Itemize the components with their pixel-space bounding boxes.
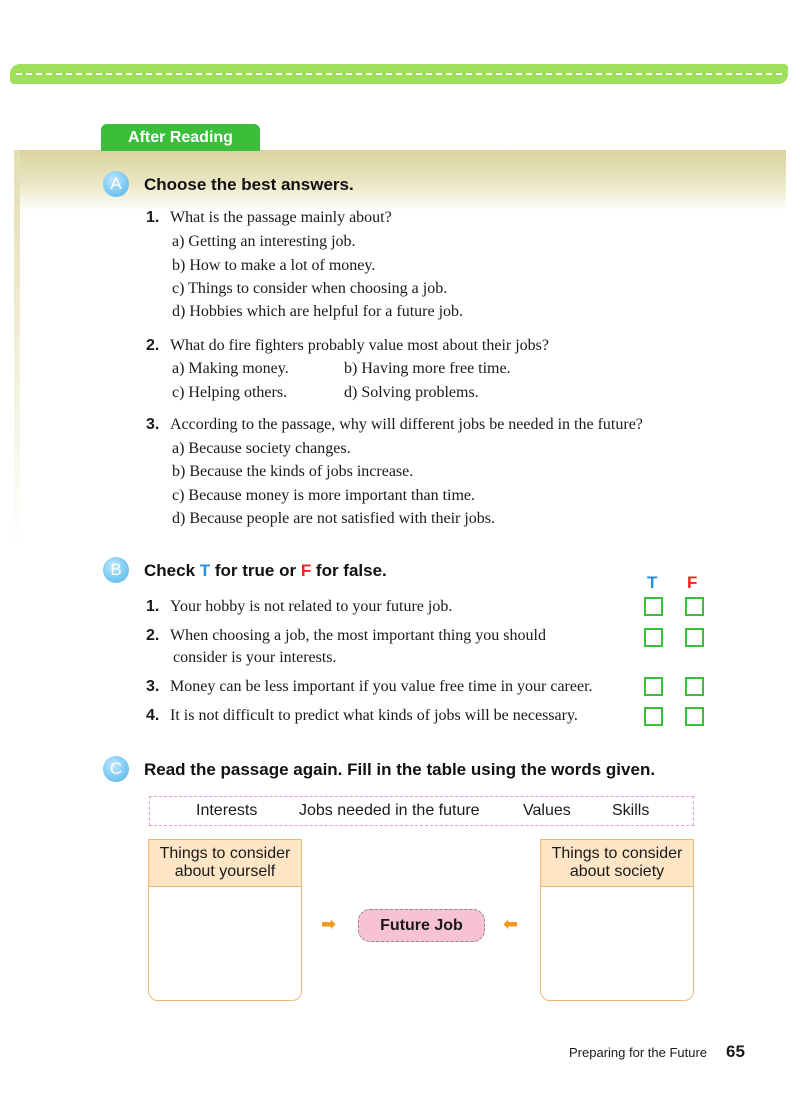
yourself-column-header: Things to consider about yourself bbox=[149, 840, 301, 887]
society-column-header: Things to consider about society bbox=[541, 840, 693, 887]
question-text: According to the passage, why will different jobs be needed in the future? bbox=[170, 416, 643, 433]
section-b-heading: Check T for true or F for false. bbox=[144, 561, 387, 580]
section-c-heading: Read the passage again. Fill in the table using the words given. bbox=[144, 760, 656, 779]
question-3 bbox=[146, 415, 643, 435]
statement-number: 2. bbox=[146, 627, 160, 644]
statement-number: 1. bbox=[146, 598, 160, 615]
arrow-right-icon: ➡ bbox=[321, 914, 337, 935]
statement-text: Your hobby is not related to your future job. bbox=[170, 598, 453, 615]
footer-unit-title: Preparing for the Future bbox=[569, 1045, 708, 1060]
page-number: 65 bbox=[726, 1042, 745, 1061]
statement-1-false-checkbox[interactable] bbox=[685, 597, 704, 616]
statement-2-true-checkbox[interactable] bbox=[644, 628, 663, 647]
statement-2-continued: consider is your interests. bbox=[173, 649, 337, 666]
false-column-header: F bbox=[687, 573, 698, 592]
word-bank bbox=[149, 796, 694, 826]
section-a-heading: Choose the best answers. bbox=[144, 175, 354, 194]
future-job-label: Future Job bbox=[358, 909, 485, 942]
question-number: 1. bbox=[146, 209, 160, 226]
arrow-left-icon: ⬅ bbox=[503, 914, 519, 935]
statement-number: 4. bbox=[146, 707, 160, 724]
section-tab-after-reading: After Reading bbox=[101, 124, 260, 151]
yourself-answer-area[interactable] bbox=[149, 887, 301, 997]
q2-option-a[interactable]: a) Making money. bbox=[172, 360, 289, 377]
statement-3-false-checkbox[interactable] bbox=[685, 677, 704, 696]
q1-option-c[interactable]: c) Things to consider when choosing a job. bbox=[172, 280, 448, 297]
top-decorative-band bbox=[10, 64, 788, 84]
section-b-icon: B bbox=[103, 557, 129, 583]
section-a-icon: A bbox=[103, 171, 129, 197]
statement-3 bbox=[146, 677, 593, 697]
q1-option-b[interactable]: b) How to make a lot of money. bbox=[172, 257, 376, 274]
question-number: 2. bbox=[146, 337, 160, 354]
society-answer-area[interactable] bbox=[541, 887, 693, 997]
question-text: What is the passage mainly about? bbox=[170, 209, 392, 226]
statement-text: When choosing a job, the most important thing you should bbox=[170, 627, 546, 644]
q2-option-c[interactable]: c) Helping others. bbox=[172, 384, 288, 401]
word-bank-item: Interests bbox=[196, 802, 258, 819]
question-text: What do fire fighters probably value most about their jobs? bbox=[170, 337, 550, 354]
word-bank-item: Jobs needed in the future bbox=[299, 802, 480, 819]
statement-text: Money can be less important if you value free time in your career. bbox=[170, 678, 593, 695]
section-c-icon: C bbox=[103, 756, 129, 782]
statement-number: 3. bbox=[146, 678, 160, 695]
q3-option-d[interactable]: d) Because people are not satisfied with their jobs. bbox=[172, 510, 496, 527]
statement-4 bbox=[146, 706, 578, 726]
true-column-header: T bbox=[647, 573, 658, 592]
statement-4-false-checkbox[interactable] bbox=[685, 707, 704, 726]
statement-4-true-checkbox[interactable] bbox=[644, 707, 663, 726]
question-2 bbox=[146, 336, 549, 356]
society-column bbox=[540, 839, 694, 1001]
yourself-column bbox=[148, 839, 302, 1001]
statement-3-true-checkbox[interactable] bbox=[644, 677, 663, 696]
question-1 bbox=[146, 208, 392, 228]
q3-option-a[interactable]: a) Because society changes. bbox=[172, 440, 351, 457]
q2-option-d[interactable]: d) Solving problems. bbox=[344, 384, 479, 401]
q1-option-a[interactable]: a) Getting an interesting job. bbox=[172, 233, 356, 250]
word-bank-item: Values bbox=[523, 802, 571, 819]
question-number: 3. bbox=[146, 416, 160, 433]
left-decorative-strip bbox=[14, 150, 20, 550]
q3-option-c[interactable]: c) Because money is more important than time. bbox=[172, 487, 476, 504]
header-gradient-band bbox=[14, 150, 786, 212]
statement-1-true-checkbox[interactable] bbox=[644, 597, 663, 616]
q1-option-d[interactable]: d) Hobbies which are helpful for a future job. bbox=[172, 303, 464, 320]
q2-option-b[interactable]: b) Having more free time. bbox=[344, 360, 511, 377]
statement-2-false-checkbox[interactable] bbox=[685, 628, 704, 647]
statement-2 bbox=[146, 626, 546, 646]
statement-text: It is not difficult to predict what kinds of jobs will be necessary. bbox=[170, 707, 578, 724]
q3-option-b[interactable]: b) Because the kinds of jobs increase. bbox=[172, 463, 414, 480]
statement-1 bbox=[146, 597, 452, 617]
word-bank-item: Skills bbox=[612, 802, 650, 819]
